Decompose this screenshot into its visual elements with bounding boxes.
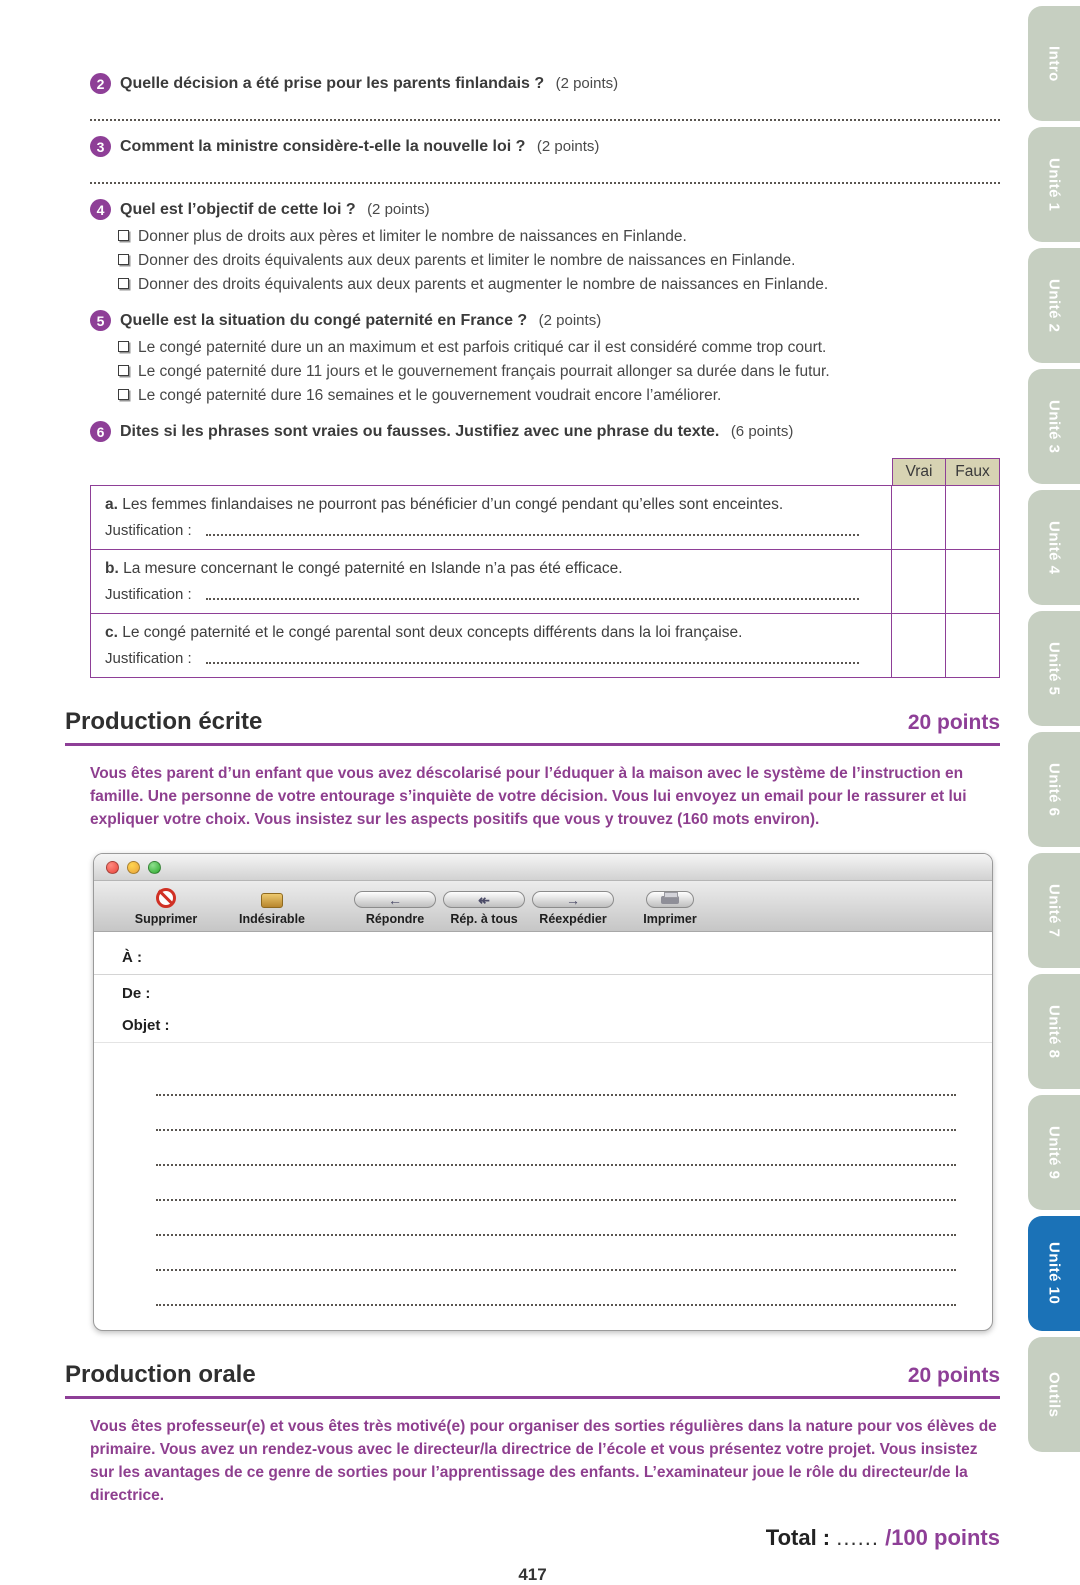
mcq-option[interactable] — [118, 337, 1000, 358]
table-row — [91, 613, 999, 677]
close-icon[interactable] — [106, 861, 119, 874]
mcq-option[interactable] — [118, 274, 1000, 295]
sidebar-tab-unite-7[interactable]: Unité 7 — [1028, 853, 1080, 968]
table-row — [91, 549, 999, 613]
writing-line[interactable] — [156, 1271, 956, 1306]
question-points: (2 points) — [538, 312, 602, 329]
mcq-option[interactable] — [118, 250, 1000, 271]
question-6 — [90, 421, 1000, 442]
question-text: Quelle décision a été prise pour les parents finlandais ? — [120, 75, 545, 92]
writing-line[interactable] — [156, 1096, 956, 1131]
email-toolbar — [94, 881, 992, 932]
question-number-badge: 4 — [90, 199, 111, 220]
section-points: 20 points — [907, 711, 1000, 734]
vrai-faux-header — [90, 458, 1000, 485]
page-number: 417 — [518, 1565, 547, 1584]
option-text: Le congé paternité dure 16 semaines et le gouvernement voudrait encore l’améliorer. — [138, 387, 722, 404]
checkbox-icon[interactable] — [118, 389, 129, 400]
question-number-badge: 6 — [90, 421, 111, 442]
unit-tabs-sidebar — [1020, 6, 1080, 1452]
sidebar-tab-unite-2[interactable]: Unité 2 — [1028, 248, 1080, 363]
section-title: Production écrite — [65, 708, 263, 735]
checkbox-icon[interactable] — [118, 230, 129, 241]
question-number-badge: 5 — [90, 310, 111, 331]
vrai-checkbox-cell[interactable] — [891, 614, 945, 677]
statement: b. La mesure concernant le congé paternité en Islande n’a pas été efficace. — [105, 560, 623, 577]
answer-line[interactable] — [90, 168, 1000, 184]
justification-line[interactable] — [206, 598, 859, 600]
to-field[interactable]: À : — [94, 942, 992, 975]
option-text: Le congé paternité dure 11 jours et le gouvernement français pourrait allonger sa durée dans le futur. — [138, 363, 830, 380]
option-text: Donner des droits équivalents aux deux parents et limiter le nombre de naissances en Finlande. — [138, 252, 796, 269]
sidebar-tab-unite-6[interactable]: Unité 6 — [1028, 732, 1080, 847]
zoom-icon[interactable] — [148, 861, 161, 874]
sidebar-tab-outils[interactable]: Outils — [1028, 1337, 1080, 1452]
question-points: (2 points) — [555, 75, 619, 92]
faux-checkbox-cell[interactable] — [945, 486, 999, 549]
from-field[interactable]: De : — [122, 985, 151, 1002]
reply-all-arrow-icon: ↞ — [443, 891, 525, 908]
reply-button[interactable]: ← Répondre — [352, 891, 438, 926]
sidebar-tab-intro[interactable]: Intro — [1028, 6, 1080, 121]
email-body-writing-area[interactable] — [94, 1043, 992, 1330]
delete-button[interactable]: Supprimer — [120, 888, 212, 926]
subject-field[interactable]: Objet : — [94, 1010, 992, 1043]
statement: a. Les femmes finlandaises ne pourront pas bénéficier d’un congé pendant qu’elles sont enceintes. — [105, 496, 784, 513]
junk-mail-icon — [261, 893, 283, 908]
mcq-option[interactable] — [118, 385, 1000, 406]
total-line — [65, 1525, 1000, 1551]
checkbox-icon[interactable] — [118, 254, 129, 265]
printer-icon — [646, 891, 694, 908]
question-points: (2 points) — [536, 138, 600, 155]
writing-line[interactable] — [156, 1236, 956, 1271]
option-text: Donner plus de droits aux pères et limiter le nombre de naissances en Finlande. — [138, 228, 687, 245]
total-value: /100 points — [885, 1525, 1000, 1550]
checkbox-icon[interactable] — [118, 278, 129, 289]
vrai-header-cell: Vrai — [892, 458, 946, 485]
reply-arrow-icon: ← — [354, 891, 436, 908]
faux-checkbox-cell[interactable] — [945, 614, 999, 677]
question-text: Quel est l’objectif de cette loi ? — [120, 201, 356, 218]
question-4 — [90, 199, 1000, 295]
sidebar-tab-unite-1[interactable]: Unité 1 — [1028, 127, 1080, 242]
sidebar-tab-unite-9[interactable]: Unité 9 — [1028, 1095, 1080, 1210]
question-number-badge: 3 — [90, 136, 111, 157]
writing-line[interactable] — [156, 1131, 956, 1166]
prohibition-icon — [156, 888, 176, 908]
reply-all-button[interactable]: ↞ Rép. à tous — [441, 891, 527, 926]
justification-line[interactable] — [206, 534, 859, 536]
checkbox-icon[interactable] — [118, 341, 129, 352]
justification-label: Justification : — [105, 650, 192, 667]
justification-line[interactable] — [206, 662, 859, 664]
sidebar-tab-unite-4[interactable]: Unité 4 — [1028, 490, 1080, 605]
email-window — [93, 853, 993, 1331]
question-text: Comment la ministre considère-t-elle la nouvelle loi ? — [120, 138, 526, 155]
question-points: (6 points) — [730, 423, 794, 440]
writing-line[interactable] — [156, 1061, 956, 1096]
sidebar-tab-unite-8[interactable]: Unité 8 — [1028, 974, 1080, 1089]
reply-button-group — [352, 891, 616, 926]
email-header-fields — [94, 932, 992, 1043]
writing-line[interactable] — [156, 1166, 956, 1201]
production-orale-prompt: Vous êtes professeur(e) et vous êtes très motivé(e) pour organiser des sorties régulières dans la nature pour vos élèves de primaire. Vous avez un rendez-vous avec le directeur/la directrice de l’école et vous présentez votre projet. Vous insistez sur les avantages de ce genre de sorties pour l’apprentissage des enfants. L’examinateur joue le rôle du directeur/de la directrice. — [90, 1418, 997, 1504]
production-orale-header — [65, 1361, 1000, 1389]
option-text: Le congé paternité dure un an maximum et est parfois critiqué car il est considéré comme trop court. — [138, 339, 827, 356]
forward-button[interactable]: → Réexpédier — [530, 891, 616, 926]
section-divider — [65, 1396, 1000, 1399]
question-text: Quelle est la situation du congé paternité en France ? — [120, 312, 528, 329]
forward-arrow-icon: → — [532, 891, 614, 908]
total-dots: ...... — [836, 1525, 879, 1550]
writing-line[interactable] — [156, 1201, 956, 1236]
justification-label: Justification : — [105, 522, 192, 539]
mcq-option[interactable] — [118, 361, 1000, 382]
question-2 — [90, 73, 1000, 121]
production-ecrite-header — [65, 708, 1000, 736]
question-5 — [90, 310, 1000, 406]
vrai-checkbox-cell[interactable] — [891, 550, 945, 613]
section-divider — [65, 743, 1000, 746]
minimize-icon[interactable] — [127, 861, 140, 874]
question-3 — [90, 136, 1000, 184]
junk-button[interactable]: Indésirable — [220, 889, 324, 926]
question-text: Dites si les phrases sont vraies ou fausses. Justifiez avec une phrase du texte. — [120, 423, 720, 440]
statement: c. Le congé paternité et le congé parental sont deux concepts différents dans la loi française. — [105, 624, 743, 641]
faux-header-cell: Faux — [946, 458, 1000, 485]
section-points: 20 points — [907, 1364, 1000, 1387]
vrai-faux-table — [90, 485, 1000, 678]
option-text: Donner des droits équivalents aux deux parents et augmenter le nombre de naissances en Finlande. — [138, 276, 829, 293]
sidebar-tab-unite-3[interactable]: Unité 3 — [1028, 369, 1080, 484]
justification-label: Justification : — [105, 586, 192, 603]
answer-line[interactable] — [90, 105, 1000, 121]
question-number-badge: 2 — [90, 73, 111, 94]
sidebar-tab-unite-10[interactable]: Unité 10 — [1028, 1216, 1080, 1331]
sidebar-tab-unite-5[interactable]: Unité 5 — [1028, 611, 1080, 726]
section-title: Production orale — [65, 1361, 256, 1388]
question-points: (2 points) — [367, 201, 430, 218]
faux-checkbox-cell[interactable] — [945, 550, 999, 613]
checkbox-icon[interactable] — [118, 365, 129, 376]
email-titlebar — [94, 854, 992, 881]
vrai-checkbox-cell[interactable] — [891, 486, 945, 549]
production-ecrite-prompt: Vous êtes parent d’un enfant que vous avez déscolarisé pour l’éduquer à la maison avec le système de l’instruction en famille. Une personne de votre entourage s’inquiète de votre décision. Vous lui envoyez un email pour le rassurer et lui expliquer votre choix. Vous insistez sur les aspects positifs que vous y trouvez (160 mots environ). — [90, 765, 967, 828]
table-row — [91, 486, 999, 549]
print-button[interactable]: Imprimer — [632, 891, 708, 926]
mcq-option[interactable] — [118, 226, 1000, 247]
total-label: Total : — [765, 1525, 831, 1550]
